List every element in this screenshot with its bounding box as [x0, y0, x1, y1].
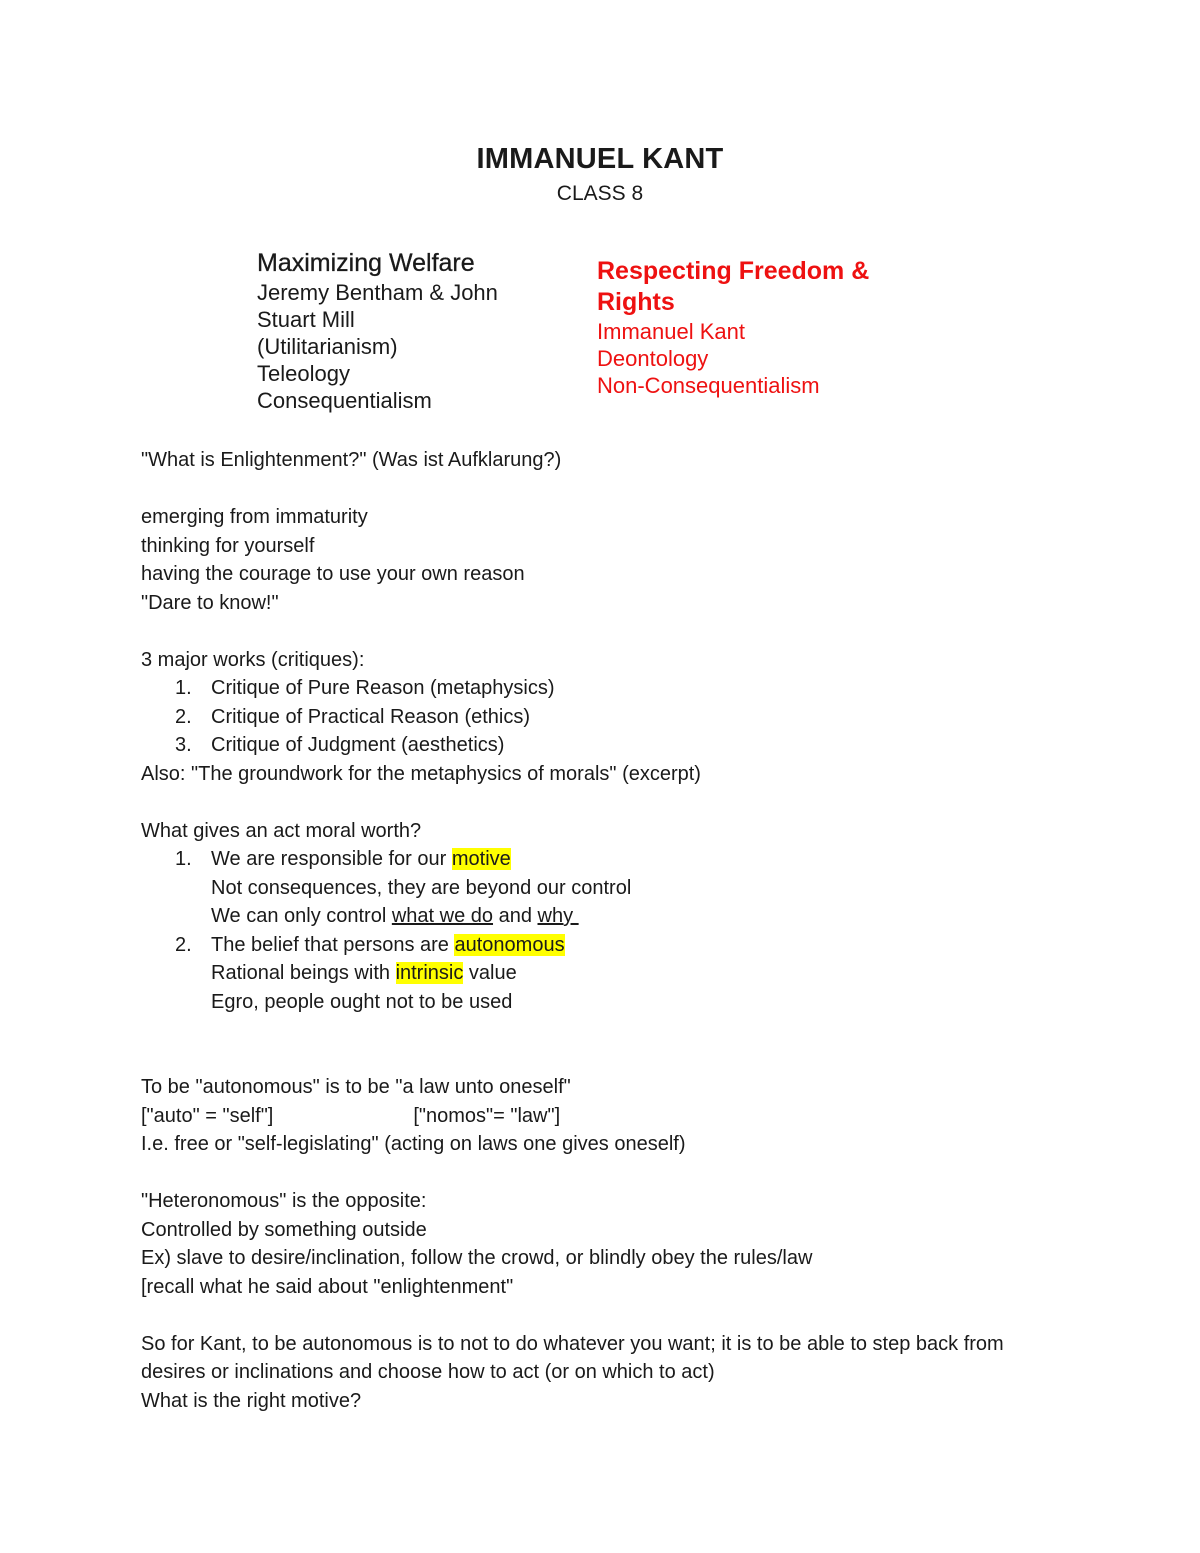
right-column-line: Immanuel Kant [597, 319, 745, 344]
works-also: Also: "The groundwork for the metaphysics of morals" (excerpt) [141, 762, 701, 785]
left-column-heading: Maximizing Welfare [257, 249, 475, 277]
list-item-continuation [141, 874, 1101, 903]
right-column-heading-line1: Respecting Freedom & [597, 257, 870, 285]
enlightenment-point: having the courage to use your own reason [141, 563, 525, 585]
left-column-line: (Utilitarianism) [257, 334, 398, 359]
autonomy-definition: To be "autonomous" is to be "a law unto oneself" [141, 1076, 571, 1098]
autonomy-etymology [141, 1102, 1101, 1131]
left-column-line: Jeremy Bentham & John [257, 280, 498, 305]
moral-item-1-sub: Not consequences, they are beyond our control [211, 876, 632, 899]
left-column-line: Teleology [257, 361, 350, 386]
moral-item-2-sub1-prefix: Rational beings with [211, 962, 396, 984]
right-column-line: Non-Consequentialism [597, 373, 820, 398]
moral-worth-question: What gives an act moral worth? [141, 819, 422, 842]
moral-item-1-text: We are responsible for our [211, 848, 452, 870]
left-column-line: Consequentialism [257, 388, 432, 413]
page-subtitle: CLASS 8 [556, 182, 644, 205]
right-column-line: Deontology [597, 346, 709, 371]
list-number: 1. [175, 677, 192, 699]
moral-item-2-sub2: Egro, people ought not to be used [211, 990, 513, 1013]
list-number: 2. [175, 705, 192, 728]
list-item-continuation [141, 959, 1101, 988]
enlightenment-point: thinking for yourself [141, 534, 315, 557]
highlight-autonomous: autonomous [454, 933, 565, 956]
underline-why: why [537, 905, 579, 927]
list-number: 3. [175, 734, 192, 756]
enlightenment-point: emerging from immaturity [141, 506, 368, 528]
heteronomy-line: Ex) slave to desire/inclination, follow the crowd, or blindly obey the rules/law [141, 1247, 813, 1269]
left-column-line: Stuart Mill [257, 307, 355, 332]
heteronomy-line: "Heteronomous" is the opposite: [141, 1190, 427, 1212]
list-number: 2. [175, 933, 192, 956]
list-item [141, 931, 1101, 960]
list-item [141, 731, 1101, 760]
enlightenment-point: "Dare to know!" [141, 591, 279, 614]
moral-item-1-sub2-prefix: We can only control [211, 905, 392, 927]
autonomy-explanation: I.e. free or "self-legislating" (acting on laws one gives oneself) [141, 1133, 686, 1155]
moral-item-2-text: The belief that persons are [211, 933, 455, 956]
left-column [257, 248, 577, 414]
highlight-intrinsic: intrinsic [395, 962, 464, 984]
auto-etymology: ["auto" = "self"] [141, 1104, 274, 1127]
right-column-heading-line2: Rights [597, 288, 675, 316]
heteronomy-line: [recall what he said about "enlightenment" [141, 1275, 514, 1298]
list-item [141, 703, 1101, 732]
nomos-etymology: ["nomos"= "law"] [413, 1104, 561, 1127]
right-column [597, 256, 917, 399]
work-item: Critique of Pure Reason (metaphysics) [211, 677, 555, 699]
list-item-continuation [141, 902, 1101, 931]
list-item [141, 674, 1101, 703]
work-item: Critique of Practical Reason (ethics) [211, 705, 531, 728]
moral-item-2-sub1-suffix: value [463, 962, 517, 984]
page-title: IMMANUEL KANT [476, 143, 724, 175]
highlight-motive: motive [451, 848, 511, 870]
underline-what-we-do: what we do [391, 905, 494, 927]
conclusion-question: What is the right motive? [141, 1389, 362, 1412]
conclusion-paragraph: So for Kant, to be autonomous is to not to do whatever you want; it is to be able to step back from desires or inclinations and choose how to act (or on which to act) [141, 1332, 1004, 1383]
moral-item-1-sub2-mid: and [493, 905, 538, 927]
heteronomy-line: Controlled by something outside [141, 1218, 427, 1241]
work-item: Critique of Judgment (aesthetics) [211, 734, 505, 756]
list-number: 1. [175, 848, 192, 870]
enlightenment-question: "What is Enlightenment?" (Was ist Aufklarung?) [141, 449, 562, 471]
list-item [141, 845, 1101, 874]
body-text [141, 446, 1101, 1415]
works-intro: 3 major works (critiques): [141, 648, 365, 671]
list-item-continuation [141, 988, 1101, 1017]
